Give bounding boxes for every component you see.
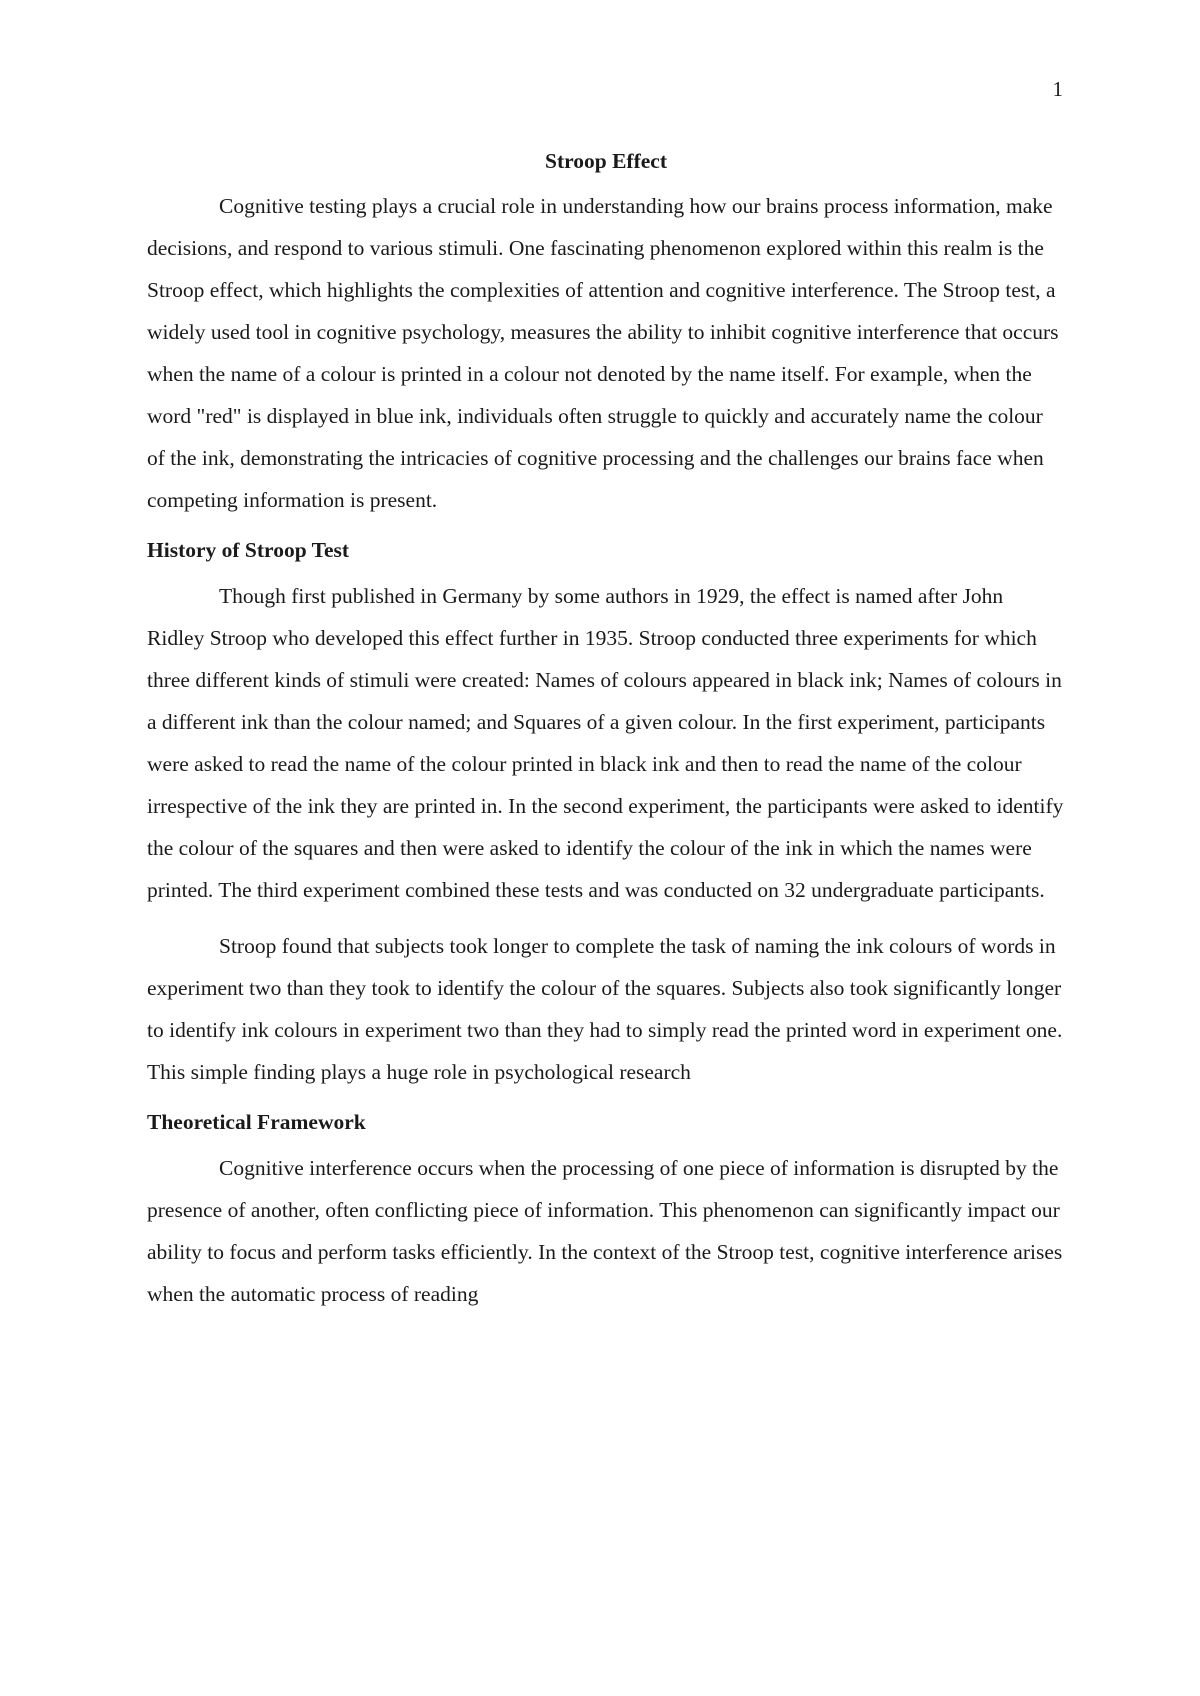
document-title: Stroop Effect — [544, 149, 667, 173]
theoretical-framework-paragraph-1: Cognitive interference occurs when the processing of one piece of information is disrupted by the presence of another, often conflicting piece of information. This phenomenon can significantly impact our ability to focus and perform tasks efficiently. In the context of the Stroop test, cognitive interference arises when the automatic process of reading — [147, 1156, 1063, 1306]
intro-paragraph: Cognitive testing plays a crucial role in understanding how our brains process information, make decisions, and respond to various stimuli. One fascinating phenomenon explored within this realm is the Stroop effect, which highlights the complexities of attention and cognitive interference. The Stroop test, a widely used tool in cognitive psychology, measures the ability to inhibit cognitive interference that occurs when the name of a colour is printed in a colour not denoted by the name itself. For example, when the word "red" is displayed in blue ink, individuals often struggle to quickly and accurately name the colour of the ink, demonstrating the intricacies of cognitive processing and the challenges our brains face when competing information is present. — [147, 194, 1059, 512]
paragraph-gap — [147, 911, 1065, 925]
section-heading-history: History of Stroop Test — [147, 538, 350, 562]
page-number: 1 — [1052, 77, 1063, 101]
document-body — [147, 145, 1065, 1315]
history-paragraph-1: Though first published in Germany by some authors in 1929, the effect is named after John Ridley Stroop who developed this effect further in 1935. Stroop conducted three experiments for which three different kinds of stimuli were created: Names of colours appeared in black ink; Names of colours in a different ink than the colour named; and Squares of a given colour. In the first experiment, participants were asked to read the name of the colour printed in black ink and then to read the name of the colour irrespective of the ink they are printed in. In the second experiment, the participants were asked to identify the colour of the squares and then were asked to identify the colour of the ink in which the names were printed. The third experiment combined these tests and was conducted on 32 undergraduate participants. — [147, 584, 1064, 902]
section-heading-theoretical-framework: Theoretical Framework — [147, 1110, 366, 1134]
history-paragraph-2: Stroop found that subjects took longer to complete the task of naming the ink colours of words in experiment two than they took to identify the colour of the squares. Subjects also took significantly longer to identify ink colours in experiment two than they had to simply read the printed word in experiment one. This simple finding plays a huge role in psychological research — [147, 934, 1063, 1084]
